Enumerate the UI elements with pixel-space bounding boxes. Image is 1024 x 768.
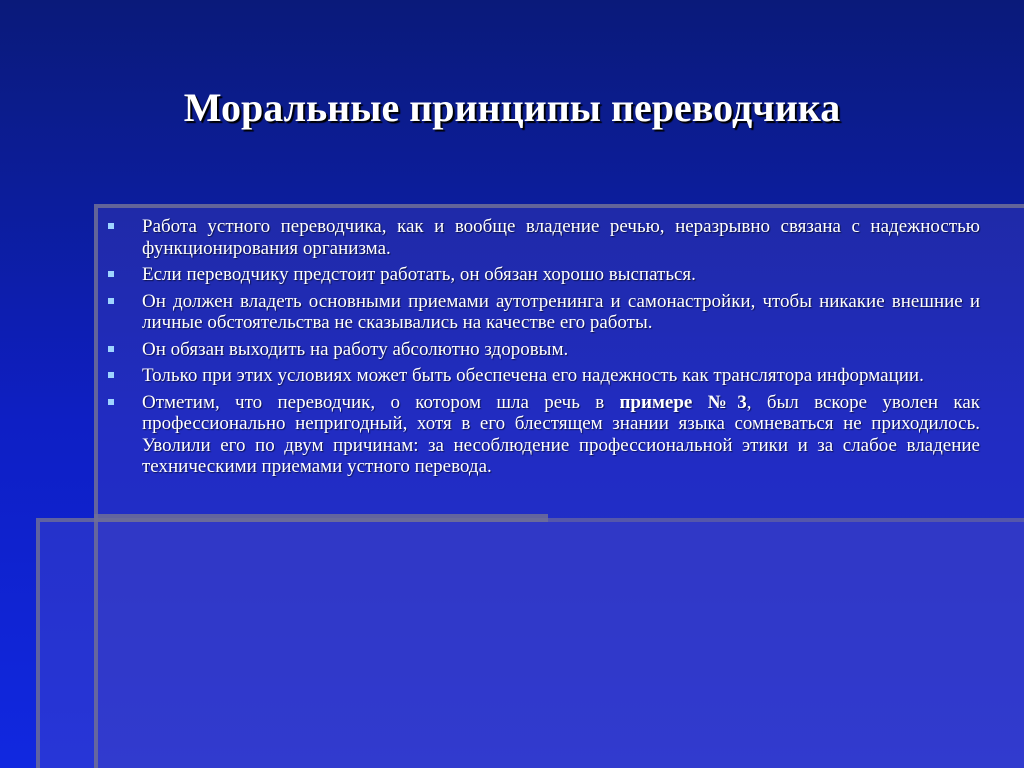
bullet-text: Работа устного переводчика, как и вообще владение речью, неразрывно связана с надежностью функционирования организма. <box>142 216 980 259</box>
decorative-panel-strip <box>94 514 548 522</box>
bullet-text <box>142 392 980 478</box>
bullet-item <box>104 365 980 387</box>
slide-title: Моральные принципы переводчика <box>183 85 841 130</box>
bullet-text: Он должен владеть основными приемами аутотренинга и самонастройки, чтобы никакие внешние и личные обстоятельства не сказывались на качестве его работы. <box>142 290 980 333</box>
bullet-text: Если переводчику предстоит работать, он обязан хорошо выспаться. <box>142 264 696 285</box>
square-bullet-icon <box>108 223 114 229</box>
bullet-list <box>104 216 980 483</box>
bullet-item <box>104 339 980 361</box>
square-bullet-icon <box>108 271 114 277</box>
bullet-text: Только при этих условиях может быть обеспечена его надежность как транслятора информации. <box>142 365 924 386</box>
square-bullet-icon <box>108 399 114 405</box>
square-bullet-icon <box>108 372 114 378</box>
bullet-text-before: Отметим, что переводчик, о котором шла речь в <box>142 391 620 413</box>
bullet-text-bold-reference: примере №3 <box>619 391 747 413</box>
square-bullet-icon <box>108 346 114 352</box>
bullet-item <box>104 291 980 334</box>
bullet-item <box>104 216 980 259</box>
bullet-text-after: , был вскоре уволен как профессионально непригодный, хотя в его блестящем знании языка сомневаться не приходилось. Уволили его по двум причинам: за несоблюдение профессиональной этики и за слабое владение техническими приемами устного перевода. <box>142 391 980 477</box>
bullet-item <box>104 392 980 478</box>
bullet-text: Он обязан выходить на работу абсолютно здоровым. <box>142 338 569 360</box>
square-bullet-icon <box>108 298 114 304</box>
bullet-item <box>104 264 980 286</box>
